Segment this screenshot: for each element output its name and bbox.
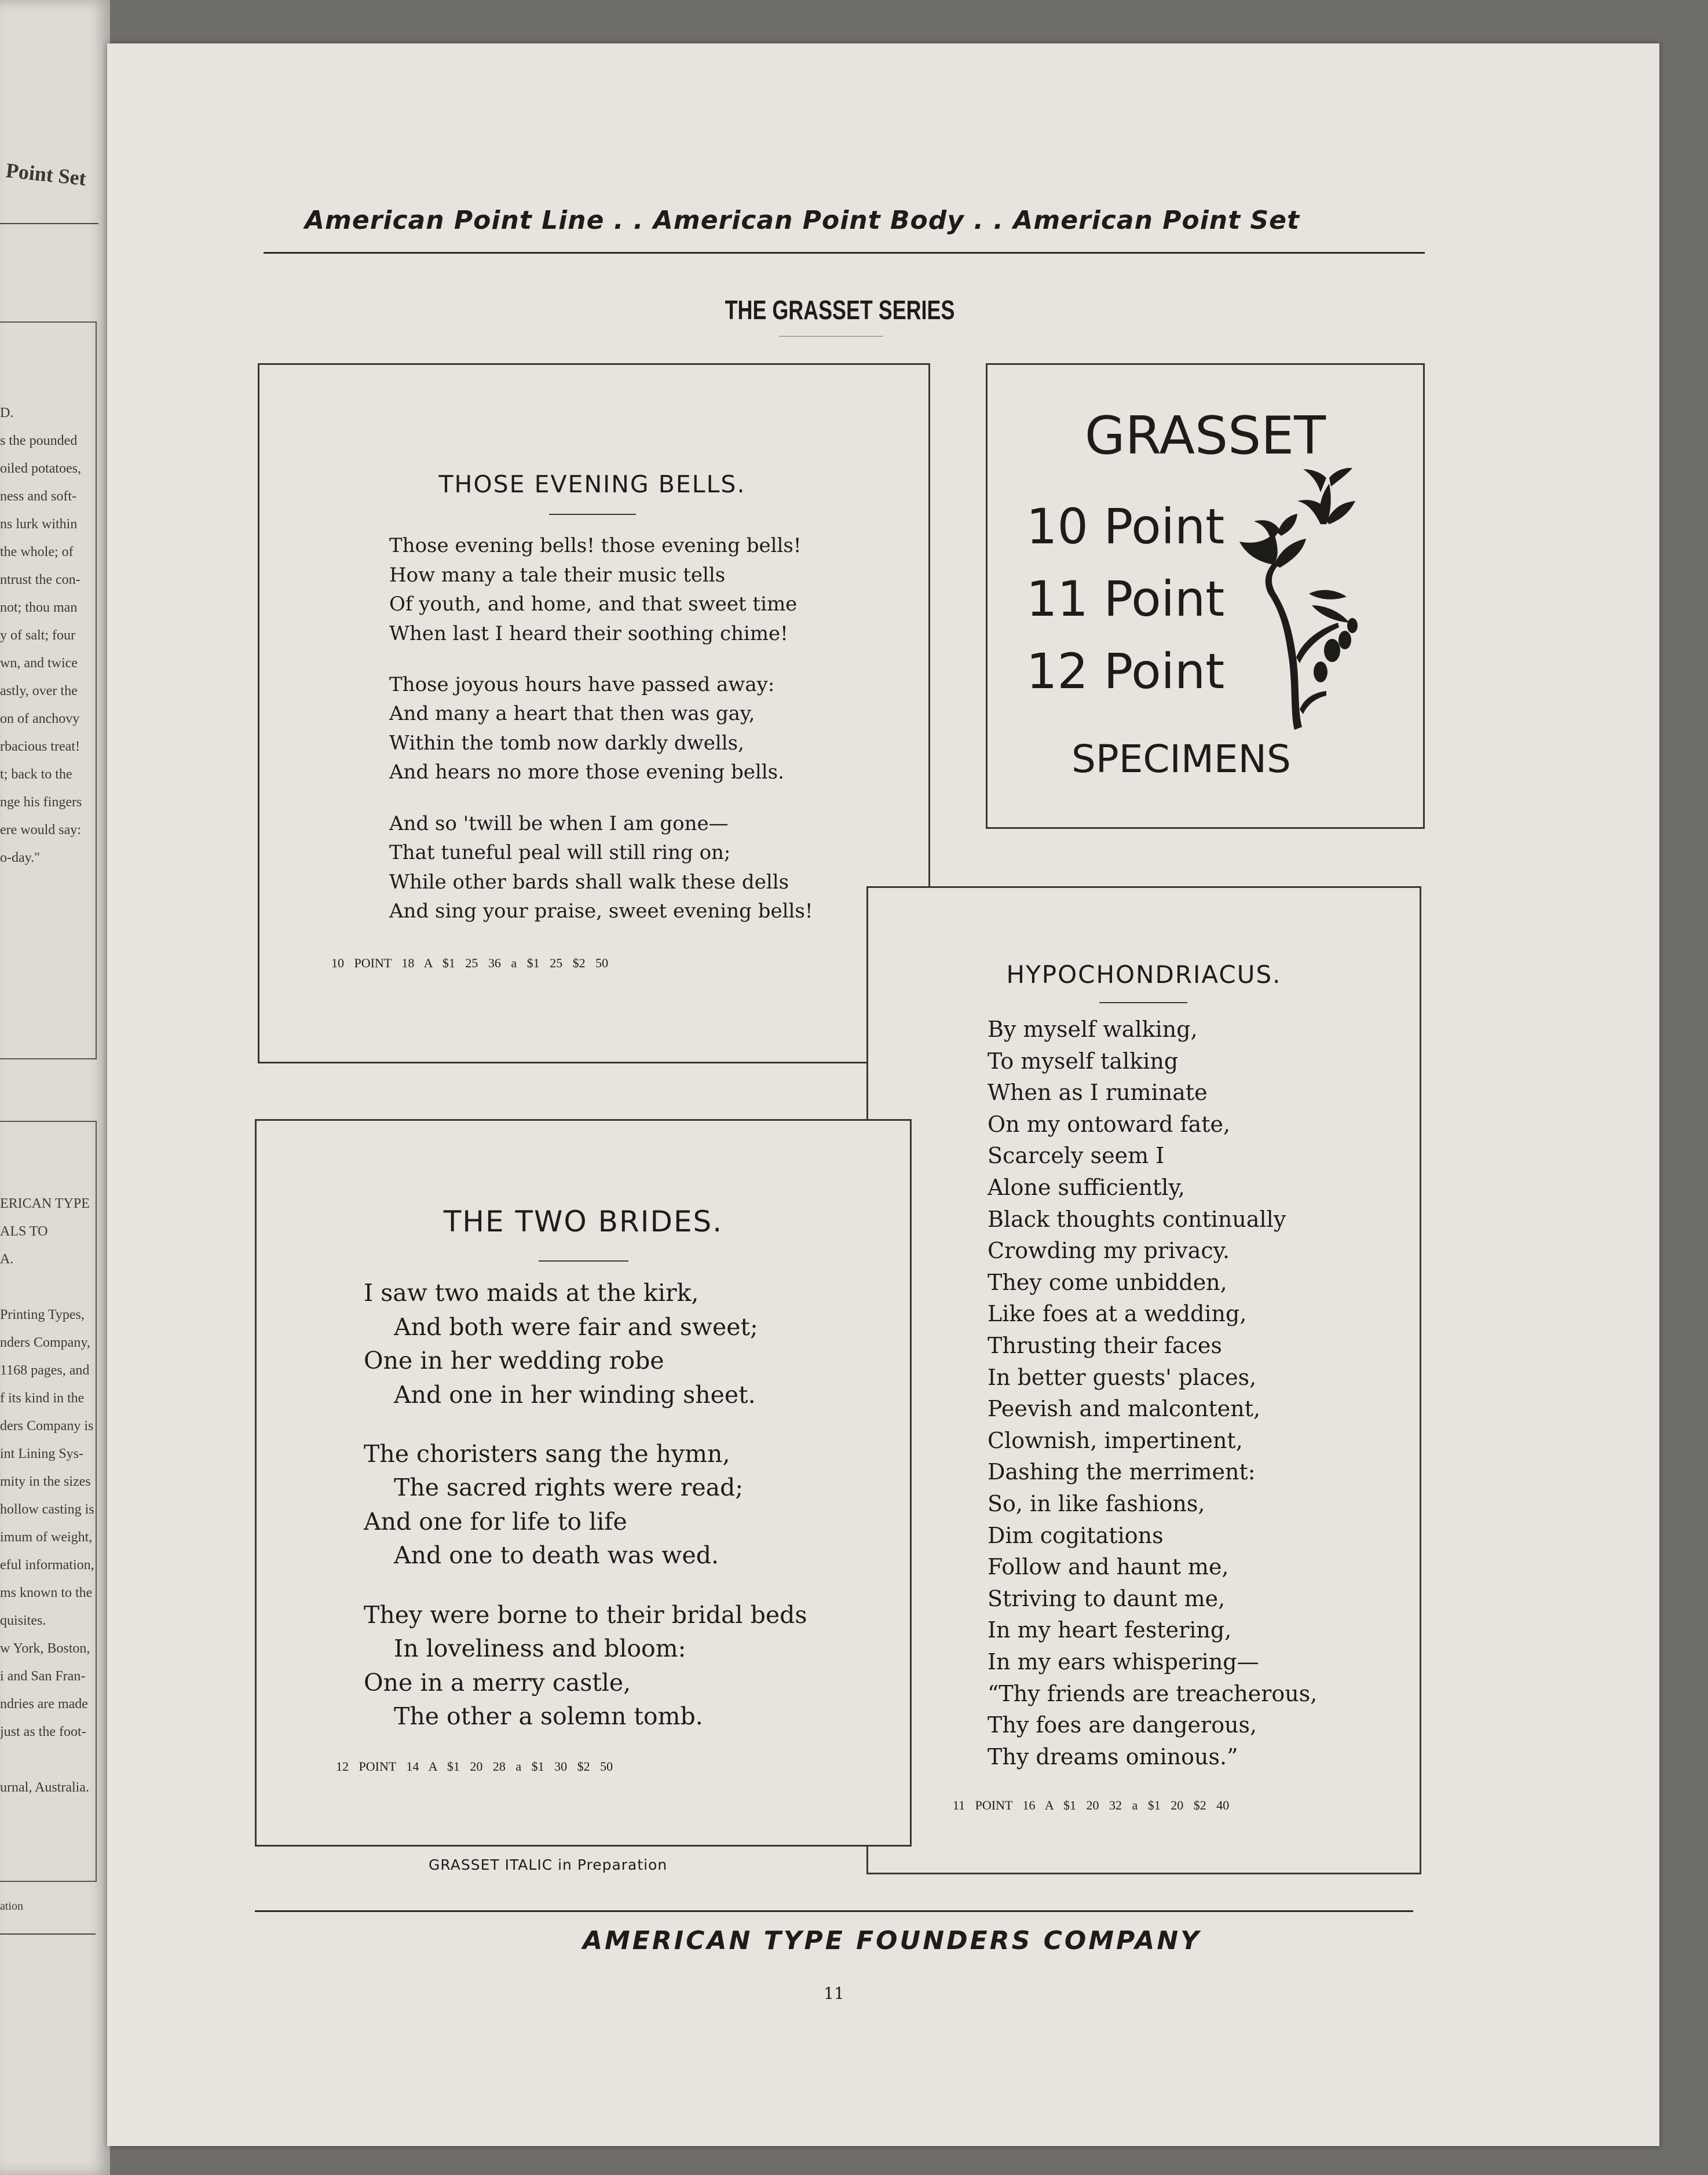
price-line-10-point: 10 POINT 18 A $1 25 36 a $1 25 $2 50	[331, 956, 609, 970]
verse-line: Thy foes are dangerous,	[988, 1712, 1257, 1738]
previous-page-text-line: quisites.	[0, 1613, 46, 1628]
verse-line: And both were fair and sweet;	[394, 1313, 758, 1341]
previous-page-text-line: rbacious treat!	[0, 739, 80, 754]
verse-line: Those evening bells! those evening bells!	[389, 534, 802, 557]
previous-page-text-line: w York, Boston,	[0, 1641, 90, 1656]
previous-page-text-line: t; back to the	[0, 767, 72, 782]
verse-line: In my ears whispering—	[988, 1649, 1259, 1675]
specimen-label: SPECIMENS	[1071, 737, 1291, 781]
specimen-size-11: 11 Point	[1026, 571, 1225, 627]
series-title: THE GRASSET SERIES	[725, 295, 955, 325]
page-number: 11	[824, 1984, 844, 2003]
verse-line: Scarcely seem I	[988, 1143, 1165, 1169]
verse-line: “Thy friends are treacherous,	[988, 1680, 1318, 1706]
verse-line: How many a tale their music tells	[389, 563, 726, 587]
previous-page-text-line: Printing Types,	[0, 1307, 85, 1322]
verse-line: In my heart festering,	[988, 1617, 1232, 1643]
previous-page-edge	[0, 0, 110, 2175]
verse-line: And one in her winding sheet.	[394, 1380, 756, 1409]
running-head: American Point Line . . American Point Body . . American Point Set	[304, 206, 1300, 235]
verse-line: By myself walking,	[988, 1017, 1198, 1042]
italic-note: GRASSET ITALIC in Preparation	[429, 1856, 668, 1873]
previous-page-text-line: mity in the sizes	[0, 1474, 91, 1489]
series-title-rule	[779, 336, 883, 337]
previous-page-text-line: on of anchovy	[0, 711, 80, 726]
verse-line: Within the tomb now darkly dwells,	[389, 731, 744, 755]
previous-page-text-line: ndries are made	[0, 1697, 88, 1712]
header-rule	[264, 252, 1425, 254]
previous-page-text-line: int Lining Sys-	[0, 1446, 84, 1461]
verse-line: And one to death was wed.	[394, 1541, 719, 1570]
previous-page-text-line: hollow casting is	[0, 1502, 94, 1517]
previous-page-text-line: ns lurk within	[0, 517, 78, 532]
verse-line: The sacred rights were read;	[394, 1474, 744, 1502]
previous-page-footnote: ation	[0, 1900, 23, 1913]
previous-page-text-line: nders Company,	[0, 1335, 90, 1350]
verse-line: So, in like fashions,	[988, 1491, 1205, 1516]
previous-page-text-line: imum of weight,	[0, 1530, 93, 1545]
verse-line: Striving to daunt me,	[988, 1585, 1226, 1611]
previous-page-text-line: nge his fingers	[0, 795, 82, 810]
verse-line: One in her wedding robe	[364, 1347, 664, 1375]
verse-line: One in a merry castle,	[364, 1668, 631, 1697]
previous-page-text-line: astly, over the	[0, 683, 78, 699]
title-rule-two-brides	[539, 1260, 628, 1262]
previous-page-text-line: not; thou man	[0, 600, 78, 615]
previous-page-text-line: the whole; of	[0, 544, 74, 560]
previous-page-footer-rule	[0, 1933, 96, 1935]
previous-page-text-line: eful information,	[0, 1558, 94, 1573]
previous-page-text-line: ness and soft-	[0, 489, 76, 504]
poem-title-evening-bells: THOSE EVENING BELLS.	[438, 470, 746, 498]
previous-page-text-line: A.	[0, 1252, 14, 1267]
previous-page-text-line: ALS TO	[0, 1224, 48, 1239]
specimen-size-10: 10 Point	[1026, 498, 1225, 555]
verse-line: And many a heart that then was gay,	[389, 702, 755, 726]
title-rule-hypochondriacus	[1099, 1002, 1187, 1003]
verse-line: Thy dreams ominous.”	[988, 1743, 1238, 1770]
verse-line: In better guests' places,	[988, 1364, 1257, 1390]
floral-ornament-icon	[1239, 466, 1373, 733]
previous-page-text-line: o-day."	[0, 850, 40, 865]
verse-line: Dashing the merriment:	[988, 1459, 1256, 1485]
price-line-11-point: 11 POINT 16 A $1 20 32 a $1 20 $2 40	[953, 1798, 1230, 1812]
verse-line: And one for life to life	[364, 1507, 627, 1536]
verse-line: In loveliness and bloom:	[394, 1635, 686, 1663]
specimen-name: GRASSET	[1084, 405, 1326, 466]
previous-page-text-line: D.	[0, 405, 14, 421]
verse-line: When last I heard their soothing chime!	[389, 622, 788, 645]
verse-line: I saw two maids at the kirk,	[364, 1279, 699, 1307]
footer-rule	[255, 1910, 1413, 1912]
verse-line: Clownish, impertinent,	[988, 1427, 1243, 1453]
verse-line: They were borne to their bridal beds	[364, 1600, 807, 1629]
title-rule-evening-bells	[549, 514, 636, 515]
specimen-size-12: 12 Point	[1026, 643, 1225, 700]
verse-line: Alone sufficiently,	[988, 1175, 1185, 1200]
previous-page-rule	[0, 223, 98, 224]
verse-line: While other bards shall walk these dells	[389, 870, 789, 894]
verse-line: When as I ruminate	[988, 1080, 1208, 1106]
previous-page-header: Point Set	[5, 158, 87, 191]
verse-line: Those joyous hours have passed away:	[389, 672, 775, 696]
previous-page-text-line: s the pounded	[0, 433, 78, 448]
verse-line: Thrusting their faces	[988, 1333, 1222, 1358]
previous-page-text-line: ms known to the	[0, 1585, 93, 1600]
verse-line: The other a solemn tomb.	[394, 1702, 703, 1731]
verse-line: That tuneful peal will still ring on;	[389, 841, 731, 865]
verse-line: On my ontoward fate,	[988, 1111, 1231, 1137]
previous-page-text-line: i and San Fran-	[0, 1669, 86, 1684]
previous-page-text-line: ERICAN TYPE	[0, 1196, 90, 1211]
previous-page-text-line: oiled potatoes,	[0, 461, 81, 476]
verse-line: Peevish and malcontent,	[988, 1396, 1261, 1422]
price-line-12-point: 12 POINT 14 A $1 20 28 a $1 30 $2 50	[336, 1759, 613, 1774]
verse-line: To myself talking	[988, 1048, 1179, 1074]
previous-page-text-line: 1168 pages, and	[0, 1363, 90, 1378]
verse-line: And hears no more those evening bells.	[389, 761, 784, 784]
company-name: AMERICAN TYPE FOUNDERS COMPANY	[582, 1926, 1202, 1955]
verse-line: The choristers sang the hymn,	[364, 1439, 730, 1468]
previous-page-text-line: urnal, Australia.	[0, 1780, 89, 1795]
previous-page-text-line: ders Company is	[0, 1419, 94, 1434]
previous-page-text-line: just as the foot-	[0, 1724, 86, 1739]
poem-title-two-brides: THE TWO BRIDES.	[443, 1205, 723, 1238]
poem-title-hypochondriacus: HYPOCHONDRIACUS.	[1006, 960, 1282, 989]
previous-page-text-line: f its kind in the	[0, 1391, 85, 1406]
verse-line: Of youth, and home, and that sweet time	[389, 593, 798, 616]
verse-line: Like foes at a wedding,	[988, 1301, 1247, 1327]
verse-line: And sing your praise, sweet evening bells!	[389, 900, 813, 923]
previous-page-text-line: ntrust the con-	[0, 572, 81, 587]
previous-page-text-line: ere would say:	[0, 823, 81, 838]
verse-line: Crowding my privacy.	[988, 1238, 1230, 1264]
verse-line: They come unbidden,	[988, 1269, 1227, 1295]
previous-page-text-line: y of salt; four	[0, 628, 75, 643]
previous-page-text-line: wn, and twice	[0, 656, 78, 671]
verse-line: Dim cogitations	[988, 1522, 1164, 1548]
verse-line: Follow and haunt me,	[988, 1554, 1229, 1580]
verse-line: Black thoughts continually	[988, 1206, 1286, 1232]
verse-line: And so 'twill be when I am gone—	[389, 811, 729, 835]
